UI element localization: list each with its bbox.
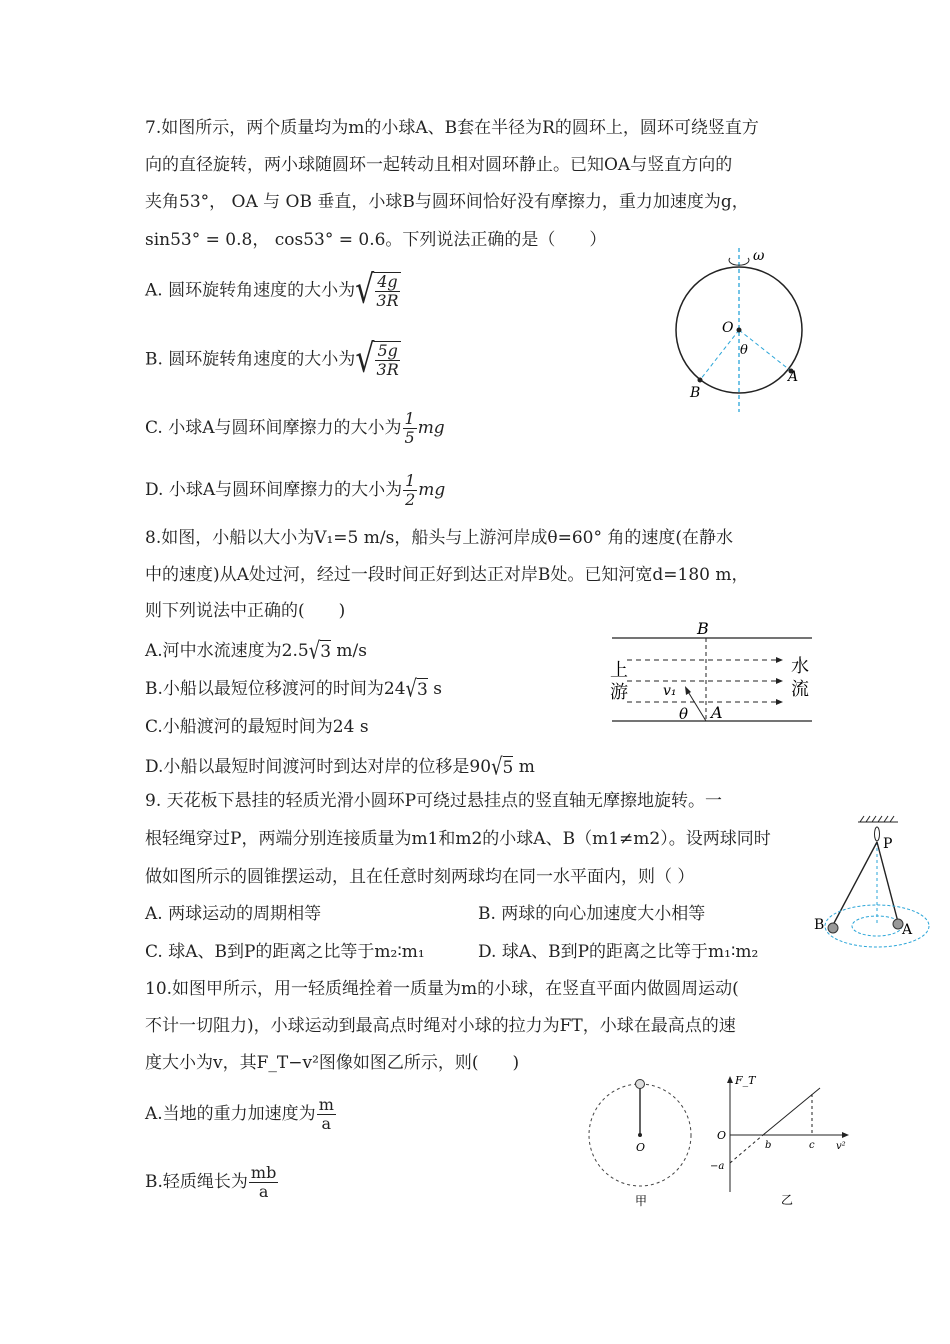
option-text: B.轻质绳长为 <box>145 1172 248 1192</box>
option-text: B. 圆环旋转角速度的大小为 <box>145 349 356 370</box>
numerator: 4g <box>377 272 398 291</box>
q8-line: 中的速度)从A处过河，经过一段时间正好到达正对岸B处。已知河宽d=180 m， <box>145 565 749 585</box>
q7-line: 夹角53°， OA 与 OB 垂直，小球B与圆环间恰好没有摩擦力，重力加速度为g， <box>145 192 749 212</box>
omega-label: ω <box>753 248 765 264</box>
option-text: D.小船以最短时间渡河时到达对岸的位移是90 <box>145 757 492 777</box>
downstream-label: 水 <box>791 656 809 677</box>
numerator: 5g <box>377 341 398 360</box>
unit: m/s <box>331 641 368 661</box>
denominator: a <box>258 1182 269 1201</box>
radicand: 3 <box>417 680 428 700</box>
denominator: 3R <box>376 291 399 310</box>
q8-line: 则下列说法中正确的( ) <box>145 601 346 621</box>
denominator: 2 <box>405 490 416 509</box>
q8-option-b: B.小船以最短位移渡河的时间为24 √ 3 s <box>145 675 442 703</box>
q7-line: sin53° = 0.8， cos53° = 0.6。下列说法正确的是（ ） <box>145 230 607 250</box>
q8-river-figure <box>605 618 820 728</box>
b-label: B <box>697 619 709 638</box>
o-label: O <box>722 320 734 336</box>
q7-ring-figure <box>660 240 820 415</box>
q8-option-d: D.小船以最短时间渡河时到达对岸的位移是90 √ 5 m <box>145 753 535 781</box>
q10-circle-figure-jia <box>585 1075 695 1210</box>
v2-axis-label: v² <box>836 1141 846 1152</box>
upstream-label: 游 <box>610 682 628 703</box>
q10-option-a <box>145 1096 337 1133</box>
q7-line: 7.如图所示，两个质量均为m的小球A、B套在半径为R的圆环上，圆环可绕竖直方 <box>145 118 759 138</box>
unit: mg <box>418 480 446 500</box>
option-text: C. 小球A与圆环间摩擦力的大小为 <box>145 418 402 438</box>
theta-label: θ <box>679 705 689 723</box>
unit: mg <box>417 418 445 438</box>
q8-option-a: A.河中水流速度为2.5 √ 3 m/s <box>145 637 368 665</box>
q9-option-b: B. 两球的向心加速度大小相等 <box>478 904 706 924</box>
option-text: A.当地的重力加速度为 <box>145 1104 316 1124</box>
ft-axis-label: F_T <box>735 1074 756 1087</box>
q9-option-d: D. 球A、B到P的距离之比等于m₁∶m₂ <box>478 942 759 962</box>
q9-option-a: A. 两球运动的周期相等 <box>145 904 322 924</box>
radicand: 3 <box>320 642 332 662</box>
q8-line: 8.如图，小船以大小为V₁=5 m/s，船头与上游河岸成θ=60° 角的速度(在静水 <box>145 528 733 548</box>
caption: 乙 <box>781 1193 794 1207</box>
option-text: B.小船以最短位移渡河的时间为24 <box>145 679 406 699</box>
q10-ft-v2-graph-yi <box>705 1072 855 1212</box>
denominator: 5 <box>404 428 415 447</box>
b-tick-label: b <box>765 1140 772 1151</box>
a-label: A <box>711 703 723 722</box>
numerator: m <box>318 1095 334 1114</box>
a-label: A <box>788 369 799 385</box>
numerator: mb <box>250 1163 277 1182</box>
q7-option-a: A. 圆环旋转角速度的大小为 √ $\frac{4g}{3R}$ <box>145 272 401 310</box>
c-tick-label: c <box>809 1140 815 1151</box>
radicand: 5 <box>502 758 514 778</box>
option-text: A. 圆环旋转角速度的大小为 <box>145 280 356 301</box>
downstream-label: 流 <box>791 679 809 700</box>
q9-line: 9. 天花板下悬挂的轻质光滑小圆环P可绕过悬挂点的竖直轴无摩擦地旋转。一 <box>145 791 723 811</box>
unit: m <box>513 757 535 777</box>
v1-label: v₁ <box>663 683 677 699</box>
option-text: D. 小球A与圆环间摩擦力的大小为 <box>145 480 403 500</box>
q9-line: 根轻绳穿过P，两端分别连接质量为m1和m2的小球A、B（m1≠m2）。设两球同时 <box>145 829 771 849</box>
neg-a-label: −a <box>710 1161 725 1172</box>
a-label: A <box>902 922 913 938</box>
unit: s <box>427 679 442 699</box>
denominator: a <box>321 1114 332 1133</box>
o-label: O <box>636 1141 646 1154</box>
numerator: 1 <box>404 409 415 428</box>
q7-option-d <box>145 472 445 509</box>
origin-label: O <box>717 1129 727 1142</box>
upstream-label: 上 <box>610 660 628 681</box>
p-label: P <box>883 836 893 852</box>
q10-line: 10.如图甲所示，用一轻质绳拴着一质量为m的小球，在竖直平面内做圆周运动( <box>145 979 739 999</box>
q7-line: 向的直径旋转，两小球随圆环一起转动且相对圆环静止。已知OA与竖直方向的 <box>145 155 733 175</box>
q10-line: 不计一切阻力)，小球运动到最高点时绳对小球的拉力为FT，小球在最高点的速 <box>145 1016 736 1036</box>
numerator: 1 <box>405 471 416 490</box>
q8-option-c: C.小船渡河的最短时间为24 s <box>145 717 369 737</box>
b-label: B <box>814 917 825 933</box>
q9-line: 做如图所示的圆锥摆运动，且在任意时刻两球均在同一水平面内，则（ ） <box>145 867 695 887</box>
option-text: A.河中水流速度为2.5 <box>145 641 309 661</box>
q9-conical-pendulum-figure <box>810 812 940 957</box>
theta-label: θ <box>740 343 748 358</box>
q7-option-b: B. 圆环旋转角速度的大小为 √ $\frac{5g}{3R}$ <box>145 341 401 379</box>
q10-line: 度大小为v，其F_T−v²图像如图乙所示，则( ) <box>145 1053 520 1073</box>
q9-option-c: C. 球A、B到P的距离之比等于m₂∶m₁ <box>145 942 425 962</box>
q10-option-b <box>145 1164 279 1201</box>
caption: 甲 <box>635 1194 648 1208</box>
q7-option-c <box>145 410 445 447</box>
b-label: B <box>690 385 701 401</box>
denominator: 3R <box>376 360 399 379</box>
